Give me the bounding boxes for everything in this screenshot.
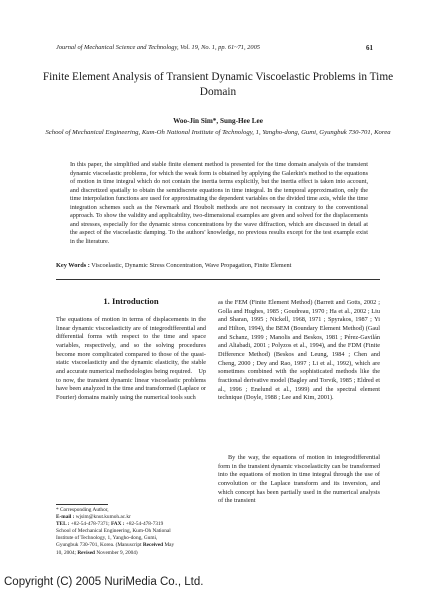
revised-date: November 9, 2004) — [96, 549, 138, 556]
paper-title: Finite Element Analysis of Transient Dynamic Viscoelastic Problems in Time Domain — [42, 71, 394, 98]
section-title: 1. Introduction — [103, 296, 159, 306]
body-right-column-bottom: By the way, the equations of motion in integrodifferential form in the transient dynamic viscoelasticity can be transformed into the equations of motion in time integral through the use of convolution or the Laplace transform and its inversion, and which concept has been partially used in the numerical analysis of the transient — [218, 454, 380, 505]
keywords — [56, 262, 386, 269]
email: wjsim@knut.kumoh.ac.kr — [75, 514, 131, 521]
footnote-email-line — [56, 514, 208, 521]
copyright-watermark: Copyright (C) 2005 NuriMedia Co., Ltd. — [4, 576, 204, 588]
section-divider — [56, 279, 380, 280]
footnote-address-1: School of Mechanical Engineering, Kum-Oh National — [56, 528, 171, 535]
authors: Woo-Jin Sim*, Sung-Hee Lee — [173, 117, 263, 125]
page-number: 61 — [366, 44, 373, 52]
received-date: May — [164, 542, 175, 549]
keywords-label: Key Words : — [56, 262, 90, 269]
abstract: In this paper, the simplified and stable finite element method is presented for the time domain analysis of the transient dynamic viscoelastic problems, for which the weak form is obtained by applying the Galerkin's method to the equations of motion in time integral which do not contain the inertia terms explicitly, but the inertia effect is taken into account, and discretized spatially to obtain the semidiscrete equations in time integral. In the temporal approximation, only the time interpolation functions are used for approximating the dependent variables on the divided time axis, while the time integration schemes such as the Newmark and Houbolt methods are not necessary in contrary to the conventional approach. To show the validity and applicability, two-dimensional examples are given and solved for the displacements and stresses, especially for the dynamic stress concentrations by the wave diffraction, which are discussed in detail at the aspect of the viscoelastic damping. To the authors' knowledge, no previous results except for the test example exist in the literature. — [70, 161, 368, 245]
footnote-divider — [56, 504, 108, 505]
running-header: Journal of Mechanical Science and Technology, Vol. 19, No. 1, pp. 61~71, 2005 — [56, 44, 260, 51]
address-3: Gyungbuk 730-701, Korea. (Manuscript — [56, 542, 142, 549]
keywords-text: Viscoelastic, Dynamic Stress Concentration, Wave Propagation, Finite Element — [91, 262, 292, 269]
revised-label: Revised — [77, 549, 95, 556]
body-right-column-top: as the FEM (Finite Element Method) (Barrett and Gotts, 2002 ; Golla and Hughes, 1985 ; Goudreau, 1970 ; Ha et al., 2002 ; Liu and Sharan, 1995 ; Nickell, 1968, 1971 ; Spyrakos, 1987 ; Yi and Hilton, 1994), the BEM (Boundary Element Method) (Gaul and Schanz, 1999 ; Manolis and Beskos, 1981 ; Pérez-Gavilán and Aliabadi, 2001 ; Polyzos et al., 1994), and the FDM (Finite Difference Method) (Beskos and Leung, 1984 ; Chen and Cheng, 2000 ; Dey and Rao, 1997 ; Li et al., 1992), which are sometimes combined with the sophisticated methods like the fractional derivative model (Bagley and Torvik, 1985 ; Eldred et al., 1996 ; Enelund et al., 1999) and the spectral element technique (Doyle, 1988 ; Lee and Kim, 2001). — [218, 299, 380, 402]
footnote-address-2: Institute of Technology, 1, Yangho-dong, Gumi, — [56, 535, 158, 542]
footnote — [56, 507, 208, 557]
dates: 10, 2004; — [56, 549, 77, 556]
tel: +82-54-478-7371; — [70, 521, 110, 528]
tel-label: TEL : — [56, 521, 70, 528]
footnote-address-3-line — [56, 542, 208, 549]
footnote-corresponding: * Corresponding Author, — [56, 507, 109, 513]
footnote-dates-line — [56, 550, 208, 557]
fax-label: FAX : — [110, 521, 125, 528]
fax: +82-54-478-7319 — [125, 521, 164, 528]
received-label: Received — [142, 542, 164, 549]
body-left-column: The equations of motion in terms of displacements in the linear dynamic viscoelasticity are of integrodifferential and differential forms with respect to the time and space variables, respectively, and so the solving procedures become more complicated compared to those of the quasi-static viscoelasticity and the dynamic elasticity, the stable and accurate numerical methodologies being required. Up to now, the transient dynamic linear viscoelastic problems have been analyzed in the time and transformed (Laplace or Fourier) domains mainly using the numerical tools such — [56, 316, 206, 401]
email-label: E-mail : — [56, 514, 75, 521]
affiliation: School of Mechanical Engineering, Kum-Oh National Institute of Technology, 1, Yangho-dong, Gumi, Gyungbuk 730-701, Korea — [45, 129, 391, 136]
